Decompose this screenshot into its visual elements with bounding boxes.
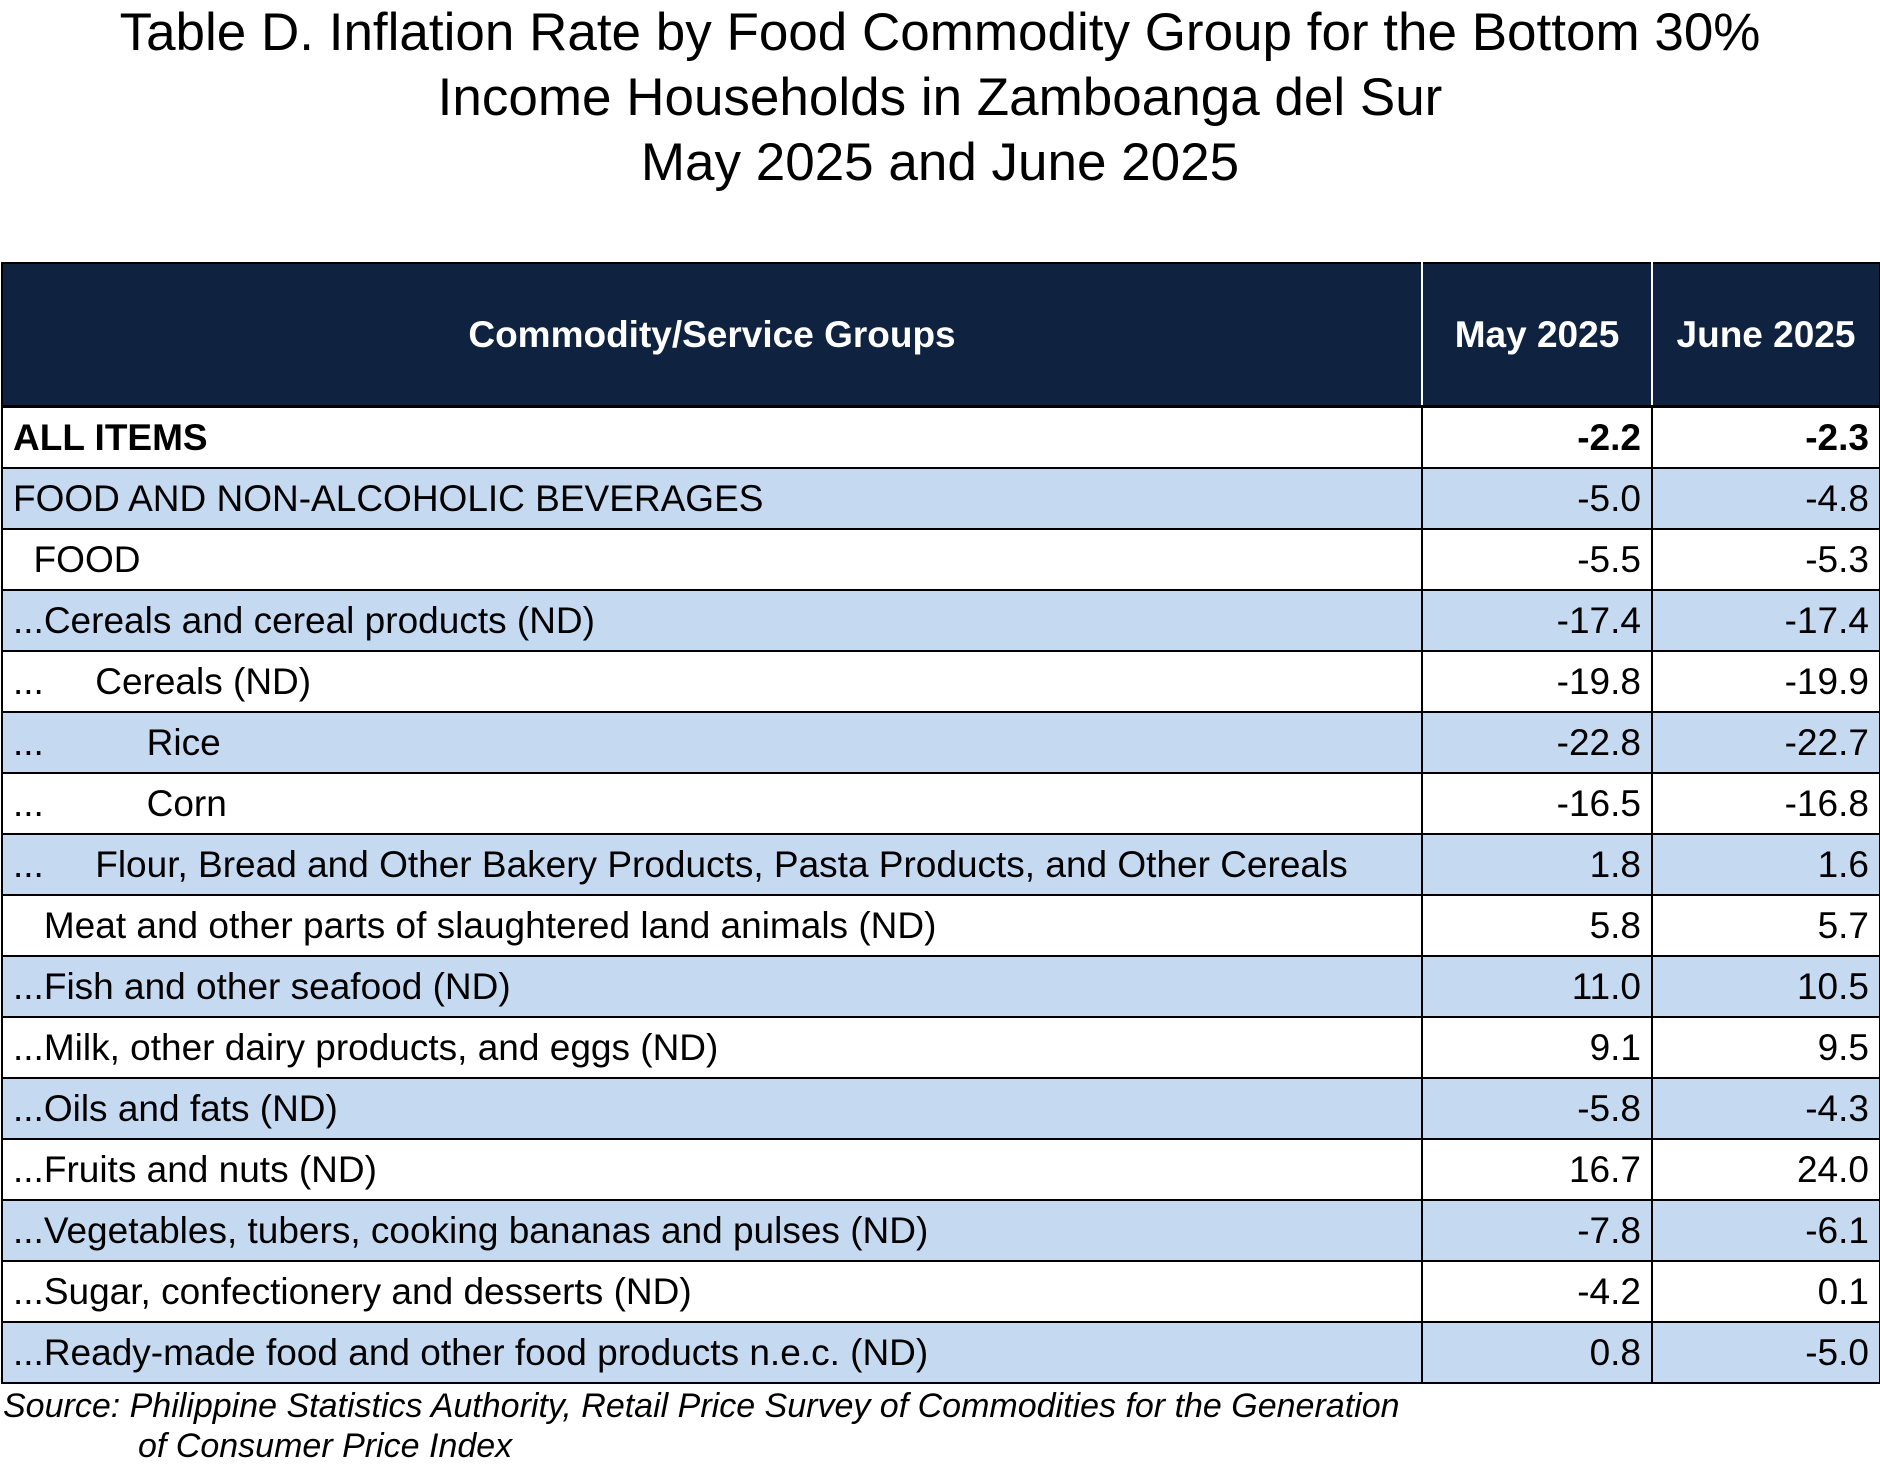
june-value: -4.3 [1652, 1078, 1880, 1139]
table-row [2, 529, 1880, 590]
june-value: 10.5 [1652, 956, 1880, 1017]
june-value: -22.7 [1652, 712, 1880, 773]
row-label: ...Fish and other seafood (ND) [2, 956, 1422, 1017]
title-line-3: May 2025 and June 2025 [640, 133, 1240, 192]
june-value: -5.3 [1652, 529, 1880, 590]
may-value: 5.8 [1422, 895, 1652, 956]
table-row [2, 1322, 1880, 1383]
row-label: ... Cereals (ND) [2, 651, 1422, 712]
row-label: ...Ready-made food and other food products n.e.c. (ND) [2, 1322, 1422, 1383]
source-line-1: Source: Philippine Statistics Authority, Retail Price Survey of Commodities for the Generation [3, 1387, 1400, 1425]
june-value: -4.8 [1652, 468, 1880, 529]
june-value: -5.0 [1652, 1322, 1880, 1383]
row-label: ALL ITEMS [2, 407, 1422, 469]
may-value: -2.2 [1422, 407, 1652, 469]
row-label: ...Sugar, confectionery and desserts (ND) [2, 1261, 1422, 1322]
may-value: -16.5 [1422, 773, 1652, 834]
may-value: 9.1 [1422, 1017, 1652, 1078]
table-row [2, 1017, 1880, 1078]
row-label: ...Vegetables, tubers, cooking bananas and pulses (ND) [2, 1200, 1422, 1261]
header-row [2, 263, 1880, 407]
may-value: -5.5 [1422, 529, 1652, 590]
table-row [2, 1200, 1880, 1261]
june-value: 5.7 [1652, 895, 1880, 956]
may-value: -5.8 [1422, 1078, 1652, 1139]
title-line-1: Table D. Inflation Rate by Food Commodity Group for the Bottom 30% [119, 3, 1761, 62]
table-row [2, 834, 1880, 895]
may-value: -17.4 [1422, 590, 1652, 651]
row-label: ... Rice [2, 712, 1422, 773]
row-label: FOOD AND NON-ALCOHOLIC BEVERAGES [2, 468, 1422, 529]
may-value: 16.7 [1422, 1139, 1652, 1200]
may-value: -4.2 [1422, 1261, 1652, 1322]
table-row [2, 651, 1880, 712]
table-row [2, 1139, 1880, 1200]
header-june-2025: June 2025 [1652, 263, 1880, 407]
inflation-table [1, 262, 1880, 1384]
june-value: -19.9 [1652, 651, 1880, 712]
table-row [2, 956, 1880, 1017]
table-row [2, 590, 1880, 651]
row-label: ...Oils and fats (ND) [2, 1078, 1422, 1139]
table-row [2, 895, 1880, 956]
row-label: ...Fruits and nuts (ND) [2, 1139, 1422, 1200]
may-value: -22.8 [1422, 712, 1652, 773]
table-row [2, 1261, 1880, 1322]
june-value: 0.1 [1652, 1261, 1880, 1322]
may-value: 0.8 [1422, 1322, 1652, 1383]
june-value: 1.6 [1652, 834, 1880, 895]
table-row [2, 407, 1880, 469]
table-row [2, 1078, 1880, 1139]
row-label: ...Milk, other dairy products, and eggs (ND) [2, 1017, 1422, 1078]
june-value: -2.3 [1652, 407, 1880, 469]
may-value: -5.0 [1422, 468, 1652, 529]
table-title [0, 0, 1880, 195]
june-value: -16.8 [1652, 773, 1880, 834]
june-value: -6.1 [1652, 1200, 1880, 1261]
may-value: 11.0 [1422, 956, 1652, 1017]
table-row [2, 773, 1880, 834]
row-label: FOOD [2, 529, 1422, 590]
title-line-2: Income Households in Zamboanga del Sur [437, 68, 1443, 127]
source-note [3, 1386, 1400, 1466]
row-label: Meat and other parts of slaughtered land animals (ND) [2, 895, 1422, 956]
may-value: -7.8 [1422, 1200, 1652, 1261]
row-label: ... Flour, Bread and Other Bakery Products, Pasta Products, and Other Cereals [2, 834, 1422, 895]
june-value: -17.4 [1652, 590, 1880, 651]
june-value: 9.5 [1652, 1017, 1880, 1078]
may-value: -19.8 [1422, 651, 1652, 712]
table-row [2, 712, 1880, 773]
june-value: 24.0 [1652, 1139, 1880, 1200]
may-value: 1.8 [1422, 834, 1652, 895]
header-may-2025: May 2025 [1422, 263, 1652, 407]
row-label: ... Corn [2, 773, 1422, 834]
row-label: ...Cereals and cereal products (ND) [2, 590, 1422, 651]
header-commodity: Commodity/Service Groups [2, 263, 1422, 407]
source-line-2: of Consumer Price Index [138, 1427, 513, 1465]
table-row [2, 468, 1880, 529]
